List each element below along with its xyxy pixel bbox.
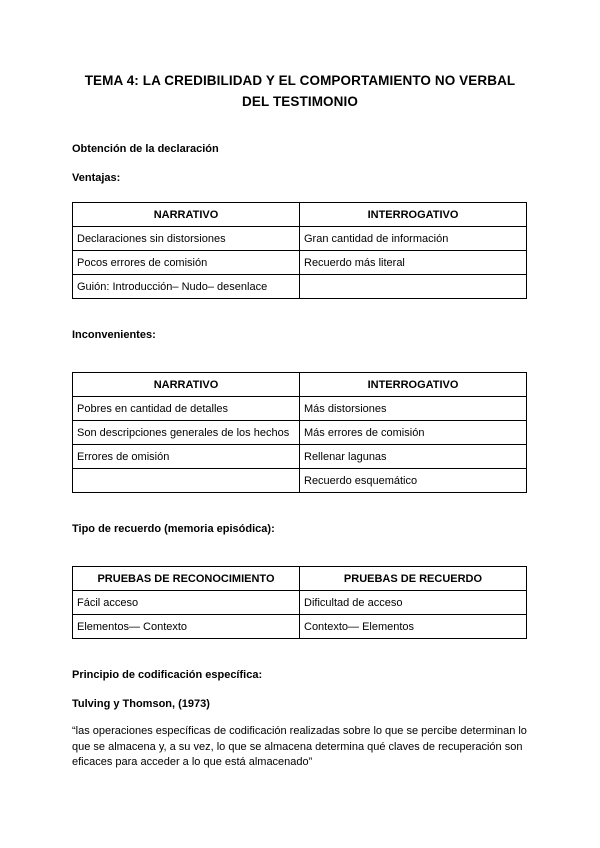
table-cell: Declaraciones sin distorsiones	[73, 227, 300, 251]
title-line-2: DEL TESTIMONIO	[242, 94, 358, 109]
table-cell: Pocos errores de comisión	[73, 251, 300, 275]
table-row	[73, 227, 527, 251]
table-cell: Elementos— Contexto	[73, 615, 300, 639]
table-cell: Pobres en cantidad de detalles	[73, 397, 300, 421]
section-heading-declaracion: Obtención de la declaración	[72, 143, 219, 155]
column-header: NARRATIVO	[73, 203, 300, 227]
table-row	[73, 251, 527, 275]
table-row	[73, 421, 527, 445]
table-cell: Recuerdo esquemático	[300, 469, 527, 493]
table-cell: Más errores de comisión	[300, 421, 527, 445]
table-cell: Recuerdo más literal	[300, 251, 527, 275]
title-line-1: TEMA 4: LA CREDIBILIDAD Y EL COMPORTAMIENTO NO VERBAL	[84, 73, 516, 88]
inconvenientes-table	[72, 372, 527, 493]
citation: Tulving y Thomson, (1973)	[72, 698, 210, 710]
quote-paragraph: “las operaciones específicas de codificación realizadas sobre lo que se percibe determinan lo que se almacena y, a su vez, lo que se almacena determina qué claves de recuperación son eficaces para acceder a lo que está almacenado”	[72, 725, 527, 768]
table-cell: Gran cantidad de información	[300, 227, 527, 251]
table-row	[73, 397, 527, 421]
table-cell: Fácil acceso	[73, 591, 300, 615]
table-row	[73, 469, 527, 493]
table-header-row	[73, 203, 527, 227]
table-row	[73, 591, 527, 615]
table-cell	[300, 275, 527, 299]
column-header: INTERROGATIVO	[300, 373, 527, 397]
ventajas-table	[72, 202, 527, 299]
table-cell: Más distorsiones	[300, 397, 527, 421]
table-cell: Son descripciones generales de los hechos	[73, 421, 300, 445]
column-header: PRUEBAS DE RECUERDO	[300, 567, 527, 591]
column-header: NARRATIVO	[73, 373, 300, 397]
table-header-row	[73, 567, 527, 591]
principio-heading: Principio de codificación específica:	[72, 669, 263, 681]
page-title	[60, 70, 540, 112]
table-row	[73, 615, 527, 639]
table-row	[73, 275, 527, 299]
table-cell: Rellenar lagunas	[300, 445, 527, 469]
recuerdo-heading: Tipo de recuerdo (memoria episódica):	[72, 523, 275, 535]
ventajas-heading: Ventajas:	[72, 172, 121, 184]
column-header: INTERROGATIVO	[300, 203, 527, 227]
table-cell: Errores de omisión	[73, 445, 300, 469]
table-row	[73, 445, 527, 469]
table-cell	[73, 469, 300, 493]
table-header-row	[73, 373, 527, 397]
inconvenientes-heading: Inconvenientes:	[72, 329, 156, 341]
column-header: PRUEBAS DE RECONOCIMIENTO	[73, 567, 300, 591]
recuerdo-table	[72, 566, 527, 639]
table-cell: Dificultad de acceso	[300, 591, 527, 615]
table-cell: Contexto— Elementos	[300, 615, 527, 639]
table-cell: Guión: Introducción– Nudo– desenlace	[73, 275, 300, 299]
